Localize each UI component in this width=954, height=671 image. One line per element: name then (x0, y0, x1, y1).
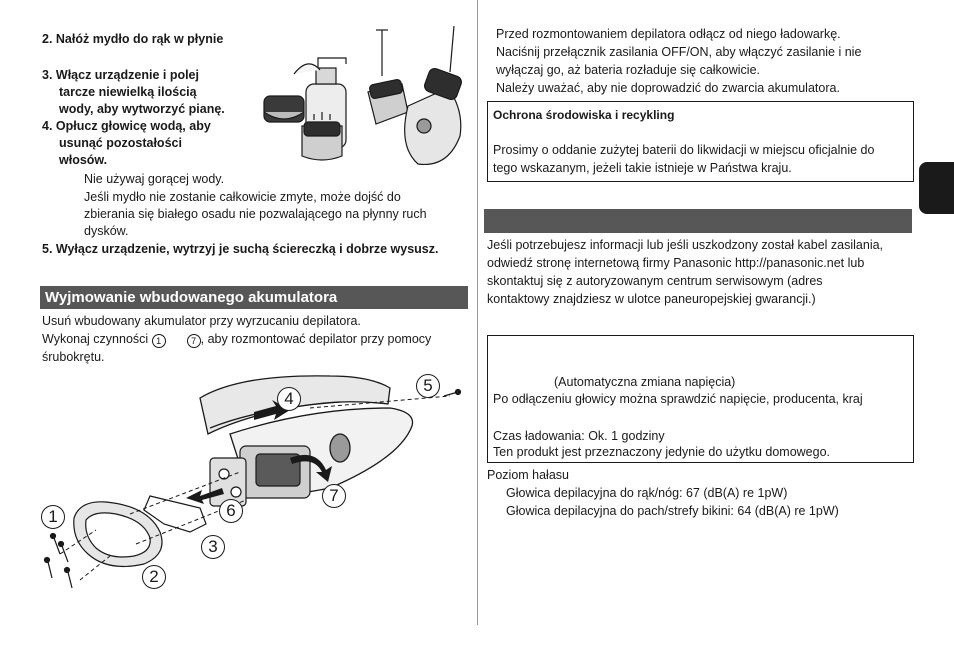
diagram-label-2: 2 (142, 565, 166, 589)
step-ref-from: 1 (152, 334, 166, 348)
head-cleaning-icon (264, 96, 304, 122)
section-header-battery-removal (40, 286, 468, 309)
note-line-4: dysków. (84, 224, 129, 238)
noise-line-1: Głowica depilacyjna do rąk/nóg: 67 (dB(A) re 1pW) (506, 486, 788, 500)
note-line-3: zbierania się białego osadu nie pozwalającego na płynny ruch (84, 207, 427, 221)
note-line-2: Jeśli mydło nie zostanie całkowicie zmyte, może dojść do (84, 190, 401, 204)
spec-voltage: (Automatyczna zmiana napięcia) (554, 375, 736, 389)
section-line-2 (42, 331, 431, 349)
step-4-line-2: usunąć pozostałości (59, 136, 182, 150)
diagram-label-6: 6 (219, 499, 243, 523)
battery-block-icon (210, 446, 310, 506)
cleaning-illustration (258, 26, 470, 166)
intro-line-3: wyłączaj go, aż bateria rozładuje się całkowicie. (496, 63, 761, 77)
noise-line-2: Głowica depilacyjna do pach/strefy bikini: 64 (dB(A) re 1pW) (506, 504, 839, 518)
section-line-1: Usuń wbudowany akumulator przy wyrzucaniu depilatora. (42, 314, 361, 328)
diagram-label-3: 3 (201, 535, 225, 559)
section-line-3: śrubokrętu. (42, 350, 105, 364)
section-line-2-b: , aby rozmontować depilator przy pomocy (200, 332, 432, 346)
step-ref-to: 7 (187, 334, 201, 348)
service-line-1: Jeśli potrzebujesz informacji lub jeśli uszkodzony został kabel zasilania, (487, 238, 884, 252)
service-line-4: kontaktowy znajdziesz w ulotce paneuropejskiej gwarancji.) (487, 292, 816, 306)
step-3-line-2: tarcze niewielką ilością (59, 85, 197, 99)
environment-title: Ochrona środowiska i recykling (493, 108, 675, 122)
step-3-line-3: wody, aby wytworzyć pianę. (59, 102, 225, 116)
step-4-line-3: włosów. (59, 153, 108, 167)
noise-title: Poziom hałasu (487, 468, 569, 482)
section-title: Wyjmowanie wbudowanego akumulatora (45, 289, 338, 306)
step-4-line-1: 4. Opłucz głowicę wodą, aby (42, 119, 211, 133)
spec-charge-time: Czas ładowania: Ok. 1 godziny (493, 429, 665, 443)
spec-head-info: Po odłączeniu głowicy można sprawdzić napięcie, producenta, kraj (493, 392, 863, 406)
service-line-2: odwiedź stronę internetową firmy Panasonic http://panasonic.net lub (487, 256, 865, 270)
service-line-3: skontaktuj się z autoryzowanym centrum serwisowym (adres (487, 274, 823, 288)
environment-line-1: Prosimy o oddanie zużytej baterii do likwidacji w miejscu oficjalnie do (493, 143, 875, 157)
spec-home-use: Ten produkt jest przeznaczony jedynie do użytku domowego. (493, 445, 830, 459)
section-line-2-a: Wykonaj czynności (42, 332, 149, 346)
epilator-body-icon (405, 26, 463, 164)
language-tab (919, 162, 954, 214)
section-header-service (484, 209, 912, 233)
diagram-label-4: 4 (277, 387, 301, 411)
head-brush-icon (368, 30, 408, 124)
diagram-label-5: 5 (416, 374, 440, 398)
intro-line-4: Należy uważać, aby nie doprowadzić do zwarcia akumulatora. (496, 81, 840, 95)
intro-line-2: Naciśnij przełącznik zasilania OFF/ON, aby włączyć zasilanie i nie (496, 45, 862, 59)
step-5: 5. Wyłącz urządzenie, wytrzyj je suchą ściereczką i dobrze wysusz. (42, 242, 439, 256)
diagram-label-7: 7 (322, 484, 346, 508)
step-2: 2. Nałóż mydło do rąk w płynie (42, 32, 224, 46)
diagram-label-1: 1 (41, 505, 65, 529)
environment-line-2: tego wskazanym, jeżeli takie istnieje w Państwa kraju. (493, 161, 792, 175)
note-line-1: Nie używaj gorącej wody. (84, 172, 225, 186)
column-divider (477, 0, 478, 625)
step-3-line-1: 3. Włącz urządzenie i polej (42, 68, 199, 82)
disassembly-diagram (40, 368, 468, 600)
intro-line-1: Przed rozmontowaniem depilatora odłącz od niego ładowarkę. (496, 27, 841, 41)
